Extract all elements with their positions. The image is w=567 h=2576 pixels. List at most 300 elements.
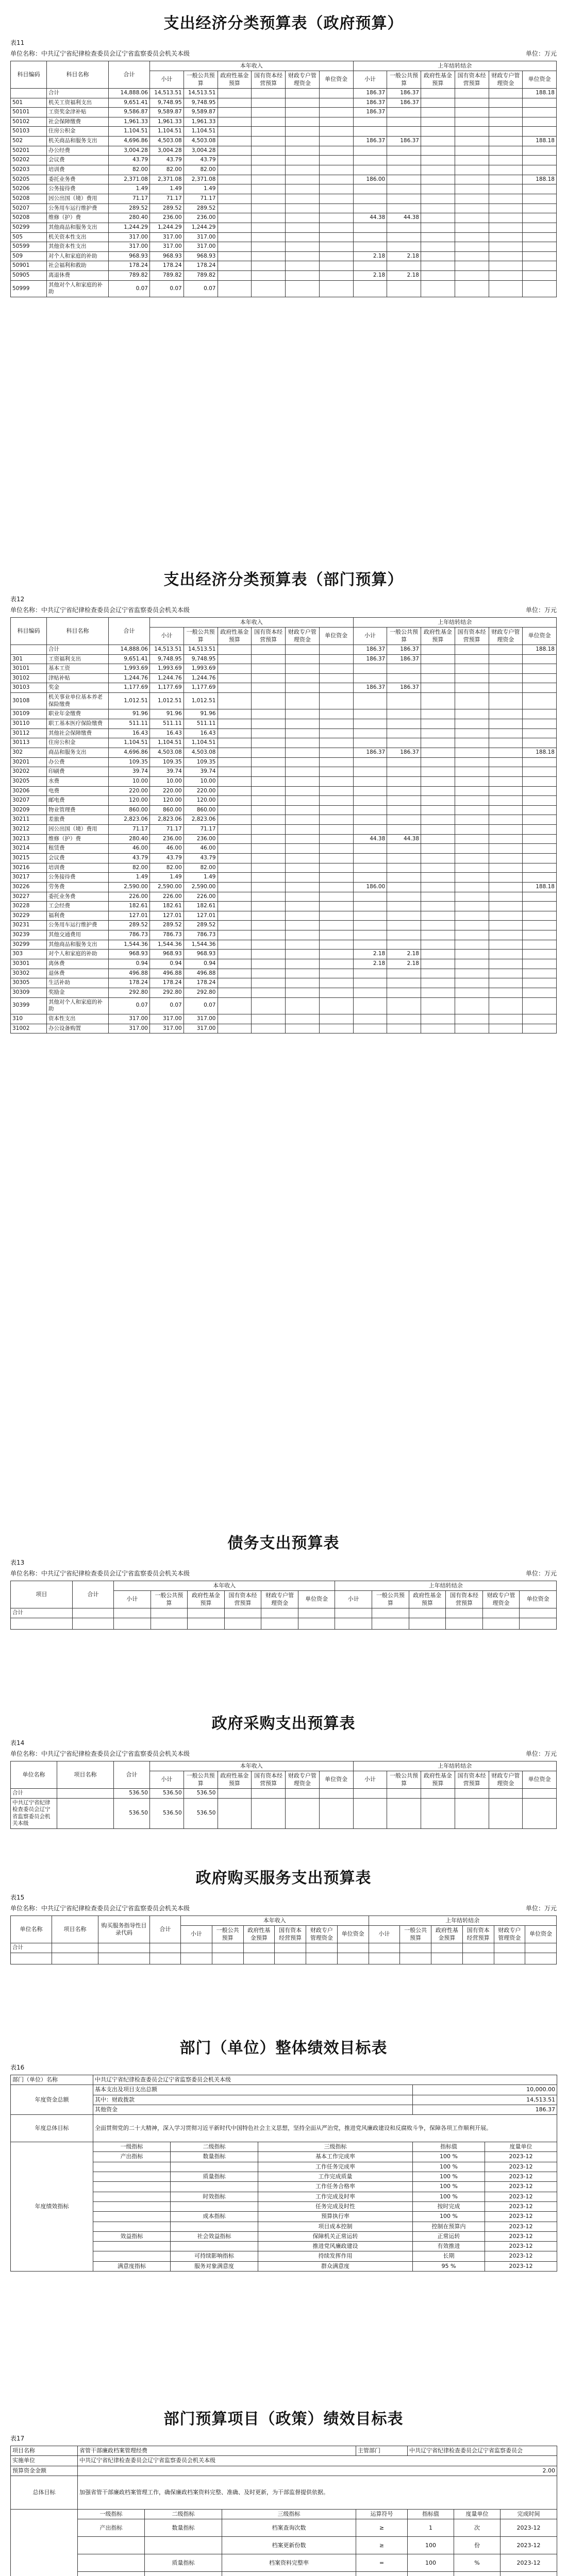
table-cell <box>353 719 387 729</box>
table-cell <box>421 261 455 271</box>
table-cell <box>523 988 557 997</box>
table-cell <box>523 232 557 242</box>
table-cell: 317.00 <box>150 242 184 252</box>
table-cell: 43.79 <box>150 853 184 863</box>
table-cell: 公务用车运行维护费 <box>47 921 109 930</box>
kpi-cell: 2023-12 <box>485 2242 557 2251</box>
table-cell <box>252 156 286 165</box>
table-cell: 0.07 <box>184 997 218 1014</box>
table-cell <box>489 664 523 674</box>
table-cell: 9,589.87 <box>184 108 218 117</box>
table-cell <box>319 738 353 748</box>
table-cell <box>489 693 523 709</box>
kpi-cell: 社会效益指标 <box>171 2231 258 2241</box>
table-cell <box>523 146 557 156</box>
table-cell <box>455 748 489 757</box>
table-cell <box>455 988 489 997</box>
table-cell <box>455 882 489 892</box>
subheader-cell: 财政专户管理资金 <box>482 1591 520 1608</box>
table-cell <box>252 213 286 223</box>
table-cell: 16.43 <box>184 728 218 738</box>
table-cell <box>489 251 523 261</box>
subheader-cell: 政府性基金预算 <box>421 71 455 89</box>
table-cell: 30309 <box>11 988 47 997</box>
subheader-cell: 国有资本经营预算 <box>224 1591 261 1608</box>
table-cell: 127.01 <box>150 911 184 921</box>
table-cell <box>455 261 489 271</box>
table-cell: 1,244.76 <box>150 673 184 683</box>
table-cell: 1,104.51 <box>184 127 218 137</box>
subheader-cell: 政府性基金预算 <box>218 1771 252 1789</box>
table-cell: 182.61 <box>150 902 184 911</box>
table-cell: 127.01 <box>184 911 218 921</box>
table-cell <box>286 194 320 204</box>
kpi-cell <box>93 2201 171 2211</box>
debt-table <box>10 1581 557 1630</box>
table-cell <box>252 280 286 297</box>
table-cell <box>523 805 557 815</box>
table-cell <box>218 863 252 873</box>
kpi-header: 二级指标 <box>145 2509 222 2519</box>
table-cell: 9,589.87 <box>150 108 184 117</box>
table-cell: 其他对个人和家庭的补助 <box>47 997 109 1014</box>
table-cell: 178.24 <box>184 261 218 271</box>
table-cell <box>252 892 286 902</box>
kpi-cell: 100 <box>408 2537 454 2554</box>
table-cell <box>387 796 421 806</box>
table-cell <box>421 844 455 854</box>
table-cell: 退休费 <box>47 969 109 978</box>
table-cell <box>387 844 421 854</box>
table-cell <box>523 117 557 127</box>
table-cell <box>387 175 421 184</box>
subheader-cell: 一般公共预算 <box>372 1591 409 1608</box>
table-cell <box>455 709 489 719</box>
table-cell <box>353 969 387 978</box>
subheader-cell: 一般公共预算 <box>212 1926 243 1943</box>
table-cell: 120.00 <box>109 796 150 806</box>
table-cell: 基本工资 <box>47 664 109 674</box>
table-cell: 住房公积金 <box>47 738 109 748</box>
table-cell: 860.00 <box>184 805 218 815</box>
table-cell: 30113 <box>11 738 47 748</box>
table-cell <box>523 223 557 232</box>
header-item: 项目 <box>11 1581 73 1608</box>
table-cell <box>252 738 286 748</box>
table-cell <box>387 719 421 729</box>
table-cell: 186.37 <box>353 88 387 98</box>
kpi-cell: 档案更新份数 <box>222 2537 356 2554</box>
table-cell <box>353 911 387 921</box>
table-cell <box>455 184 489 194</box>
table-cell <box>319 184 353 194</box>
table-cell: 水费 <box>47 776 109 786</box>
table-cell <box>523 930 557 940</box>
table-cell <box>218 223 252 232</box>
table-cell <box>286 776 320 786</box>
table-cell <box>252 844 286 854</box>
table-cell <box>319 757 353 767</box>
table-row <box>11 2085 557 2095</box>
table-cell: 机关工资福利支出 <box>47 98 109 108</box>
subheader-cell: 单位资金 <box>319 71 353 89</box>
table-cell: 4,503.08 <box>150 137 184 146</box>
table-cell: 860.00 <box>150 805 184 815</box>
table-cell: 30101 <box>11 664 47 674</box>
table-cell <box>387 882 421 892</box>
table-cell: 30216 <box>11 863 47 873</box>
subheader-cell: 财政专户管理资金 <box>489 628 523 645</box>
table-cell <box>218 815 252 825</box>
table-cell: 2,823.06 <box>150 815 184 825</box>
table-meta <box>10 1749 557 1758</box>
table-cell <box>489 853 523 863</box>
table-cell: 9,586.87 <box>109 108 150 117</box>
table-cell: 50207 <box>11 204 47 213</box>
table-cell <box>455 786 489 796</box>
table-cell <box>218 921 252 930</box>
table-cell: 301 <box>11 654 47 664</box>
table-cell <box>455 815 489 825</box>
table-cell <box>421 930 455 940</box>
table-cell <box>489 776 523 786</box>
table-number: 表16 <box>10 2064 25 2071</box>
table-cell: 186.37 <box>353 108 387 117</box>
table-cell: 317.00 <box>184 242 218 252</box>
table-cell <box>252 930 286 940</box>
table-cell <box>286 1014 320 1024</box>
table-cell <box>421 997 455 1014</box>
funds-label: 其他资金 <box>93 2105 413 2114</box>
table-cell: 236.00 <box>184 213 218 223</box>
table-row <box>11 251 557 261</box>
table-row <box>11 654 557 664</box>
table-cell <box>319 108 353 117</box>
table-cell <box>523 738 557 748</box>
table-number: 表13 <box>10 1559 25 1566</box>
table-cell <box>421 940 455 950</box>
table-cell <box>489 786 523 796</box>
table-cell <box>489 194 523 204</box>
subheader-cell: 国有资本经营预算 <box>455 1771 489 1789</box>
table-cell <box>286 853 320 863</box>
table-cell <box>421 767 455 777</box>
table-row <box>11 757 557 767</box>
table-cell: 178.24 <box>150 261 184 271</box>
table-cell <box>252 997 286 1014</box>
table-cell: 职工基本医疗保险缴费 <box>47 719 109 729</box>
kpi-cell: 2023-12 <box>485 2172 557 2182</box>
table-cell <box>489 709 523 719</box>
table-cell <box>252 988 286 997</box>
kpi-cell <box>171 2201 258 2211</box>
table-cell <box>421 1024 455 1033</box>
table-cell: 生活补助 <box>47 978 109 988</box>
exec-name: 中共辽宁省纪律检查委员会辽宁省监察委员会机关本级 <box>78 2456 557 2466</box>
kpi-cell: 100 % <box>413 2192 485 2201</box>
section-econ-dept <box>10 567 557 1033</box>
unit-money: 单位：万元 <box>525 1750 557 1757</box>
table-cell <box>353 796 387 806</box>
table-cell <box>286 683 320 693</box>
dept-name: 中共辽宁省纪律检查委员会辽宁省监察委员会机关本级 <box>93 2075 557 2085</box>
table-cell <box>252 108 286 117</box>
table-row <box>11 2519 557 2537</box>
table-cell: 1,993.69 <box>184 664 218 674</box>
table-cell <box>523 184 557 194</box>
table-row <box>11 863 557 873</box>
table-cell <box>455 693 489 709</box>
kpi-cell: 2023-12 <box>485 2152 557 2162</box>
table-row <box>11 805 557 815</box>
table-cell <box>489 757 523 767</box>
header-unit: 单位名称 <box>11 1761 57 1789</box>
table-cell: 30229 <box>11 911 47 921</box>
table-cell <box>455 204 489 213</box>
table-cell <box>218 853 252 863</box>
table-row <box>11 2142 557 2152</box>
table-cell <box>455 108 489 117</box>
table-cell <box>489 127 523 137</box>
table-cell <box>218 709 252 719</box>
table-cell <box>218 213 252 223</box>
table-row <box>11 844 557 854</box>
table-cell <box>218 796 252 806</box>
table-cell <box>286 156 320 165</box>
table-cell <box>455 98 489 108</box>
table-cell <box>286 902 320 911</box>
table-cell <box>319 834 353 844</box>
table-cell <box>252 834 286 844</box>
table-cell <box>421 664 455 674</box>
table-cell <box>319 709 353 719</box>
table-cell <box>252 757 286 767</box>
table-cell <box>286 654 320 664</box>
table-cell: 维修（护）费 <box>47 834 109 844</box>
subheader-cell: 财政专户管理资金 <box>286 628 320 645</box>
kpi-cell: 按时完成 <box>413 2201 485 2211</box>
subheader-cell: 单位资金 <box>337 1926 369 1943</box>
table-cell <box>218 757 252 767</box>
table-cell <box>523 815 557 825</box>
table-cell: 182.61 <box>184 902 218 911</box>
kpi-cell: 2023-12 <box>501 2537 557 2554</box>
table-cell: 1.49 <box>150 184 184 194</box>
table-cell: 奖励金 <box>47 988 109 997</box>
subheader-cell: 政府性基金预算 <box>218 71 252 89</box>
table-cell <box>455 242 489 252</box>
table-cell <box>353 1024 387 1033</box>
table-cell <box>11 645 47 654</box>
table-row <box>11 213 557 223</box>
table-cell <box>353 165 387 175</box>
cell: 536.50 <box>184 1788 218 1798</box>
table-cell <box>353 280 387 297</box>
table-cell <box>252 748 286 757</box>
table-cell <box>421 194 455 204</box>
table-cell <box>319 805 353 815</box>
table-cell <box>421 693 455 709</box>
table-cell: 0.07 <box>109 280 150 297</box>
table-cell <box>218 146 252 156</box>
subheader-cell: 政府性基金预算 <box>218 628 252 645</box>
table-cell: 2.18 <box>353 959 387 969</box>
table-cell: 43.79 <box>184 156 218 165</box>
table-cell <box>455 673 489 683</box>
subheader-cell: 财政专户管理资金 <box>494 1926 525 1943</box>
subheader-cell: 单位资金 <box>523 71 557 89</box>
table-cell <box>319 1014 353 1024</box>
table-cell <box>387 873 421 883</box>
table-cell <box>387 117 421 127</box>
table-cell <box>252 251 286 261</box>
table-cell: 91.96 <box>184 709 218 719</box>
table-cell <box>218 997 252 1014</box>
table-cell <box>489 146 523 156</box>
table-row <box>11 137 557 146</box>
table-cell <box>455 232 489 242</box>
kpi-cell <box>145 2572 222 2576</box>
kpi-cell: 成本指标 <box>171 2212 258 2222</box>
kpi-header: 一级指标 <box>78 2509 145 2519</box>
table-number: 表14 <box>10 1739 25 1747</box>
table-cell <box>286 251 320 261</box>
table-cell: 劳务费 <box>47 882 109 892</box>
table-cell: 860.00 <box>109 805 150 815</box>
table-cell <box>489 940 523 950</box>
table-cell: 30212 <box>11 825 47 835</box>
table-cell <box>387 194 421 204</box>
table-cell: 30305 <box>11 978 47 988</box>
table-cell <box>523 251 557 261</box>
table-cell: 4,696.86 <box>109 137 150 146</box>
table-cell: 317.00 <box>150 1024 184 1033</box>
table-cell <box>252 261 286 271</box>
table-cell <box>319 728 353 738</box>
table-cell: 82.00 <box>109 863 150 873</box>
table-cell <box>489 175 523 184</box>
table-cell: 4,503.08 <box>150 748 184 757</box>
table-cell <box>218 280 252 297</box>
table-cell <box>523 165 557 175</box>
table-cell: 工会经费 <box>47 902 109 911</box>
table-cell <box>286 796 320 806</box>
header-code: 科目编码 <box>11 61 47 89</box>
table-cell <box>523 98 557 108</box>
table-cell <box>319 950 353 959</box>
table-cell <box>523 709 557 719</box>
table-cell: 178.24 <box>109 261 150 271</box>
table-row <box>11 738 557 748</box>
table-cell <box>421 834 455 844</box>
table-cell <box>455 728 489 738</box>
table-cell: 4,503.08 <box>184 748 218 757</box>
table-cell: 505 <box>11 232 47 242</box>
subheader-cell: 财政专户管理资金 <box>286 1771 320 1789</box>
table-row <box>11 2456 557 2466</box>
table-cell <box>455 805 489 815</box>
table-cell <box>455 127 489 137</box>
table-cell <box>286 664 320 674</box>
table-cell <box>421 815 455 825</box>
table-cell: 46.00 <box>109 844 150 854</box>
table-cell: 44.38 <box>387 213 421 223</box>
table-cell <box>319 664 353 674</box>
table-cell <box>319 156 353 165</box>
subheader-cell: 财政专户管理资金 <box>489 71 523 89</box>
table-cell <box>319 767 353 777</box>
table-cell: 289.52 <box>184 921 218 930</box>
table-cell <box>252 194 286 204</box>
table-cell <box>421 645 455 654</box>
table-cell <box>489 728 523 738</box>
table-cell <box>387 892 421 902</box>
kpi-header: 指标值 <box>408 2509 454 2519</box>
table-cell <box>523 959 557 969</box>
project-name: 省管干部廉政档案管理经费 <box>78 2446 356 2456</box>
table-cell <box>455 825 489 835</box>
table-cell <box>319 654 353 664</box>
table-cell: 496.88 <box>184 969 218 978</box>
table-cell <box>387 146 421 156</box>
kpi-header: 一级指标 <box>93 2142 171 2152</box>
table-cell <box>421 728 455 738</box>
table-cell: 50299 <box>11 223 47 232</box>
table-cell: 30211 <box>11 815 47 825</box>
table-cell <box>319 261 353 271</box>
table-cell <box>252 825 286 835</box>
label-goal: 总体目标 <box>11 2476 78 2509</box>
table-row <box>11 2537 557 2554</box>
table-cell: 236.00 <box>150 213 184 223</box>
table-cell: 1.49 <box>150 873 184 883</box>
label-kpi: 年度绩效指标 <box>11 2142 93 2272</box>
table-cell: 188.18 <box>523 88 557 98</box>
table-cell <box>286 261 320 271</box>
table-cell <box>286 280 320 297</box>
table-cell <box>252 204 286 213</box>
table-cell: 317.00 <box>150 1014 184 1024</box>
table-cell <box>455 213 489 223</box>
table-cell: 968.93 <box>184 251 218 261</box>
table-cell <box>286 165 320 175</box>
kpi-cell: 2023-12 <box>485 2231 557 2241</box>
table-cell <box>489 280 523 297</box>
table-cell: 968.93 <box>150 251 184 261</box>
label-kpi <box>11 2509 78 2576</box>
table-row <box>11 930 557 940</box>
kpi-cell: 预算执行率 <box>258 2212 413 2222</box>
table-cell: 1,012.51 <box>150 693 184 709</box>
table-cell <box>489 882 523 892</box>
table-cell <box>421 786 455 796</box>
table-cell <box>218 969 252 978</box>
table-cell <box>286 204 320 213</box>
table-cell <box>218 645 252 654</box>
table-cell <box>319 194 353 204</box>
table-cell <box>319 940 353 950</box>
table-cell <box>319 165 353 175</box>
table-row <box>11 683 557 693</box>
kpi-cell <box>93 2212 171 2222</box>
table-cell <box>489 988 523 997</box>
table-cell: 50203 <box>11 165 47 175</box>
table-cell <box>286 127 320 137</box>
table-cell: 机关事业单位基本养老保险缴费 <box>47 693 109 709</box>
table-cell: 220.00 <box>109 786 150 796</box>
header-total: 合计 <box>109 618 150 645</box>
kpi-header: 度量单位 <box>454 2509 501 2519</box>
